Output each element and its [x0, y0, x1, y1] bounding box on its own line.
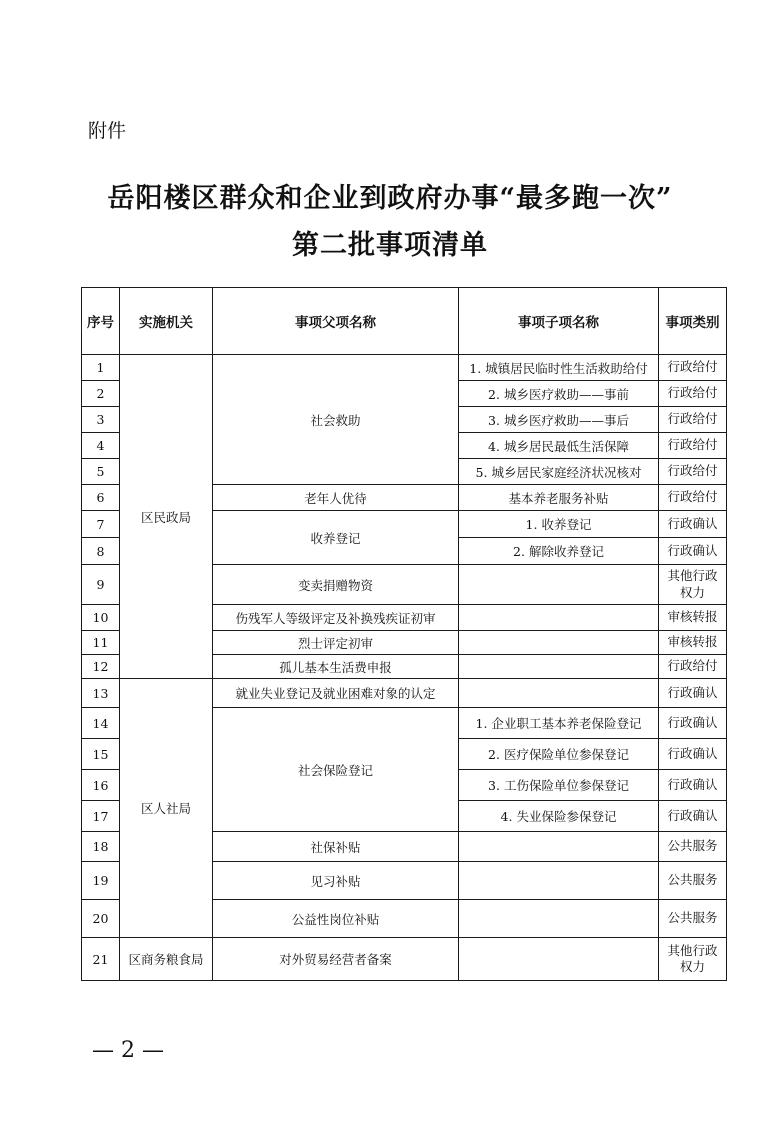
seq-cell: 2: [82, 381, 120, 407]
header-parent: 事项父项名称: [213, 288, 459, 355]
table-row: [82, 938, 727, 981]
child-cell: 5. 城乡居民家庭经济状况核对: [459, 459, 659, 485]
parent-cell: 老年人优待: [213, 485, 459, 511]
parent-cell: 孤儿基本生活费申报: [213, 655, 459, 679]
category-cell: 行政确认: [659, 801, 727, 832]
category-cell: 行政给付: [659, 485, 727, 511]
child-cell: 2. 解除收养登记: [459, 538, 659, 565]
agency-cell: 区人社局: [120, 679, 213, 938]
category-cell: 其他行政权力: [659, 565, 727, 605]
seq-cell: 5: [82, 459, 120, 485]
seq-cell: 1: [82, 355, 120, 381]
header-category: 事项类别: [659, 288, 727, 355]
seq-cell: 14: [82, 708, 120, 739]
category-cell: 公共服务: [659, 832, 727, 862]
child-cell: [459, 832, 659, 862]
table-header-row: [82, 288, 727, 355]
category-cell: 行政给付: [659, 655, 727, 679]
seq-cell: 9: [82, 565, 120, 605]
child-cell: [459, 900, 659, 938]
parent-cell: 社会保险登记: [213, 708, 459, 832]
seq-cell: 20: [82, 900, 120, 938]
category-cell: 行政给付: [659, 355, 727, 381]
child-cell: 4. 城乡居民最低生活保障: [459, 433, 659, 459]
child-cell: 1. 城镇居民临时性生活救助给付: [459, 355, 659, 381]
category-cell: 审核转报: [659, 631, 727, 655]
page-number: — 2 —: [92, 1038, 164, 1063]
seq-cell: 21: [82, 938, 120, 981]
seq-cell: 17: [82, 801, 120, 832]
parent-cell: 烈士评定初审: [213, 631, 459, 655]
category-cell: 行政给付: [659, 381, 727, 407]
seq-cell: 11: [82, 631, 120, 655]
seq-cell: 10: [82, 605, 120, 631]
parent-cell: 社保补贴: [213, 832, 459, 862]
category-cell: 行政给付: [659, 459, 727, 485]
category-cell: 行政确认: [659, 511, 727, 538]
child-cell: [459, 862, 659, 900]
category-cell: 行政给付: [659, 407, 727, 433]
seq-cell: 18: [82, 832, 120, 862]
child-cell: [459, 631, 659, 655]
child-cell: [459, 938, 659, 981]
child-cell: 2. 医疗保险单位参保登记: [459, 739, 659, 770]
category-cell: 行政确认: [659, 679, 727, 708]
category-cell: 公共服务: [659, 900, 727, 938]
child-cell: 4. 失业保险参保登记: [459, 801, 659, 832]
agency-cell: 区商务粮食局: [120, 938, 213, 981]
parent-cell: 伤残军人等级评定及补换残疾证初审: [213, 605, 459, 631]
child-cell: 基本养老服务补贴: [459, 485, 659, 511]
child-cell: 3. 城乡医疗救助——事后: [459, 407, 659, 433]
child-cell: 1. 企业职工基本养老保险登记: [459, 708, 659, 739]
child-cell: [459, 565, 659, 605]
parent-cell: 公益性岗位补贴: [213, 900, 459, 938]
table-row: [82, 679, 727, 708]
child-cell: [459, 605, 659, 631]
category-cell: 公共服务: [659, 862, 727, 900]
seq-cell: 4: [82, 433, 120, 459]
child-cell: 2. 城乡医疗救助——事前: [459, 381, 659, 407]
category-cell: 行政确认: [659, 770, 727, 801]
child-cell: 1. 收养登记: [459, 511, 659, 538]
parent-cell: 就业失业登记及就业困难对象的认定: [213, 679, 459, 708]
header-child: 事项子项名称: [459, 288, 659, 355]
seq-cell: 3: [82, 407, 120, 433]
child-cell: 3. 工伤保险单位参保登记: [459, 770, 659, 801]
category-cell: 审核转报: [659, 605, 727, 631]
seq-cell: 7: [82, 511, 120, 538]
parent-cell: 收养登记: [213, 511, 459, 565]
child-cell: [459, 679, 659, 708]
header-seq: 序号: [82, 288, 120, 355]
document-title-line-1: 岳阳楼区群众和企业到政府办事“最多跑一次”: [107, 183, 673, 214]
attachment-label: 附件: [88, 120, 127, 142]
table-row: [82, 355, 727, 381]
category-cell: 其他行政权力: [659, 938, 727, 981]
seq-cell: 6: [82, 485, 120, 511]
category-cell: 行政确认: [659, 538, 727, 565]
parent-cell: 对外贸易经营者备案: [213, 938, 459, 981]
seq-cell: 13: [82, 679, 120, 708]
agency-cell: 区民政局: [120, 355, 213, 679]
category-cell: 行政给付: [659, 433, 727, 459]
seq-cell: 19: [82, 862, 120, 900]
parent-cell: 社会救助: [213, 355, 459, 485]
seq-cell: 8: [82, 538, 120, 565]
parent-cell: 见习补贴: [213, 862, 459, 900]
category-cell: 行政确认: [659, 739, 727, 770]
seq-cell: 12: [82, 655, 120, 679]
parent-cell: 变卖捐赠物资: [213, 565, 459, 605]
document-title-line-2: 第二批事项清单: [292, 230, 488, 261]
seq-cell: 15: [82, 739, 120, 770]
seq-cell: 16: [82, 770, 120, 801]
matters-table: [81, 287, 727, 981]
child-cell: [459, 655, 659, 679]
header-agency: 实施机关: [120, 288, 213, 355]
category-cell: 行政确认: [659, 708, 727, 739]
